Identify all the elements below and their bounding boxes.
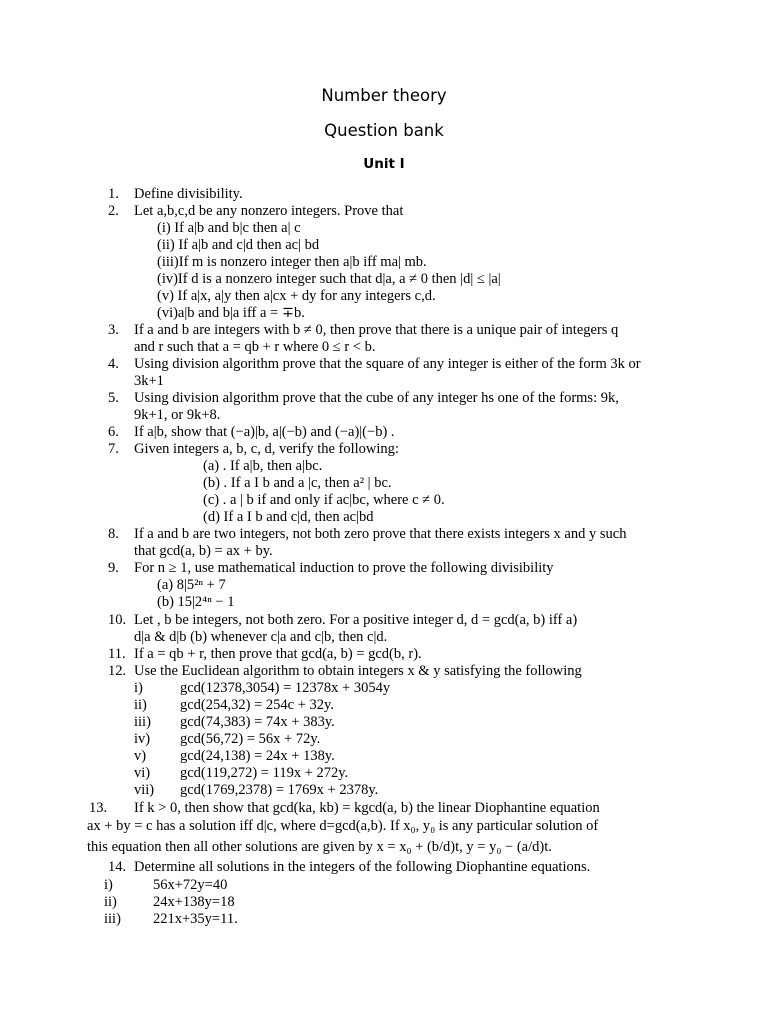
question-text: For n ≥ 1, use mathematical induction to prove the following divisibility: [134, 560, 554, 576]
question-number: 9.: [108, 560, 119, 576]
question-number: 1.: [108, 186, 119, 202]
equation: 56x+72y=40: [153, 877, 228, 893]
equation: gcd(119,272) = 119x + 272y.: [180, 765, 349, 781]
question-text: Define divisibility.: [134, 186, 243, 202]
roman-label: i): [104, 877, 113, 893]
roman-label: i): [134, 680, 143, 696]
sub-question: (a) . If a|b, then a|bc.: [203, 458, 323, 474]
question-text: Using division algorithm prove that the cube of any integer hs one of the forms: 9k,: [134, 390, 619, 406]
question-number: 7.: [108, 441, 119, 457]
question-continuation: this equation then all other solutions are given by x = x₀ + (b/d)t, y = y₀ − (a/d)t.: [87, 839, 552, 855]
roman-label: iii): [104, 911, 121, 927]
question-number: 12.: [108, 663, 127, 679]
question-text: If a and b are integers with b ≠ 0, then prove that there is a unique pair of integers q: [134, 322, 619, 338]
sub-question: (a) 8|5²ⁿ + 7: [157, 577, 226, 593]
equation: gcd(12378,3054) = 12378x + 3054y: [180, 680, 391, 696]
question-number: 2.: [108, 203, 119, 219]
question-number: 4.: [108, 356, 119, 372]
question-continuation: and r such that a = qb + r where 0 ≤ r < b.: [134, 339, 376, 355]
sub-question: (ii) If a|b and c|d then ac| bd: [157, 237, 320, 253]
question-number: 10.: [108, 612, 127, 628]
question-text: Let a,b,c,d be any nonzero integers. Prove that: [134, 203, 404, 219]
document-subtitle: Question bank: [324, 121, 444, 140]
roman-label: v): [134, 748, 147, 764]
document-title: Number theory: [321, 86, 447, 105]
question-continuation: 3k+1: [134, 373, 164, 389]
question-text: Given integers a, b, c, d, verify the following:: [134, 441, 399, 457]
sub-question: (d) If a I b and c|d, then ac|bd: [203, 509, 374, 525]
sub-question: (b) . If a I b and a |c, then a² | bc.: [203, 475, 392, 491]
roman-label: ii): [134, 697, 147, 713]
equation: gcd(254,32) = 254c + 32y.: [180, 697, 334, 713]
question-text: If k > 0, then show that gcd(ka, kb) = kgcd(a, b) the linear Diophantine equation: [134, 800, 600, 816]
equation: 221x+35y=11.: [153, 911, 238, 927]
question-number: 3.: [108, 322, 119, 338]
question-number: 11.: [108, 646, 126, 662]
question-text: Using division algorithm prove that the square of any integer is either of the form 3k or: [134, 356, 641, 372]
sub-question: (iv)If d is a nonzero integer such that d|a, a ≠ 0 then |d| ≤ |a|: [157, 271, 501, 287]
sub-question: (iii)If m is nonzero integer then a|b iff ma| mb.: [157, 254, 427, 270]
question-number: 8.: [108, 526, 119, 542]
question-text: If a = qb + r, then prove that gcd(a, b) = gcd(b, r).: [134, 646, 422, 662]
question-number: 13.: [89, 800, 108, 816]
question-number: 14.: [108, 859, 127, 875]
question-continuation: 9k+1, or 9k+8.: [134, 407, 221, 423]
question-text: If a|b, show that (−a)|b, a|(−b) and (−a)|(−b) .: [134, 424, 395, 440]
sub-question: (vi)a|b and b|a iff a = ∓b.: [157, 305, 305, 321]
sub-question: (i) If a|b and b|c then a| c: [157, 220, 301, 236]
equation: 24x+138y=18: [153, 894, 235, 910]
question-continuation: d|a & d|b (b) whenever c|a and c|b, then c|d.: [134, 629, 388, 645]
sub-question: (b) 15|2⁴ⁿ − 1: [157, 594, 235, 610]
roman-label: vi): [134, 765, 151, 781]
question-continuation: ax + by = c has a solution iff d|c, where d=gcd(a,b). If x₀, y₀ is any particular solution of: [87, 818, 599, 834]
question-text: If a and b are two integers, not both zero prove that there exists integers x and y such: [134, 526, 627, 542]
sub-question: (c) . a | b if and only if ac|bc, where c ≠ 0.: [203, 492, 445, 508]
roman-label: iii): [134, 714, 151, 730]
unit-heading: Unit I: [363, 156, 405, 172]
equation: gcd(74,383) = 74x + 383y.: [180, 714, 335, 730]
question-number: 6.: [108, 424, 119, 440]
sub-question: (v) If a|x, a|y then a|cx + dy for any integers c,d.: [157, 288, 436, 304]
question-number: 5.: [108, 390, 119, 406]
question-text: Let , b be integers, not both zero. For a positive integer d, d = gcd(a, b) iff a): [134, 612, 578, 628]
equation: gcd(56,72) = 56x + 72y.: [180, 731, 321, 747]
equation: gcd(24,138) = 24x + 138y.: [180, 748, 335, 764]
question-text: Use the Euclidean algorithm to obtain integers x & y satisfying the following: [134, 663, 582, 679]
roman-label: vii): [134, 782, 155, 798]
equation: gcd(1769,2378) = 1769x + 2378y.: [180, 782, 379, 798]
roman-label: iv): [134, 731, 151, 747]
roman-label: ii): [104, 894, 117, 910]
question-text: Determine all solutions in the integers of the following Diophantine equations.: [134, 859, 591, 875]
question-continuation: that gcd(a, b) = ax + by.: [134, 543, 273, 559]
